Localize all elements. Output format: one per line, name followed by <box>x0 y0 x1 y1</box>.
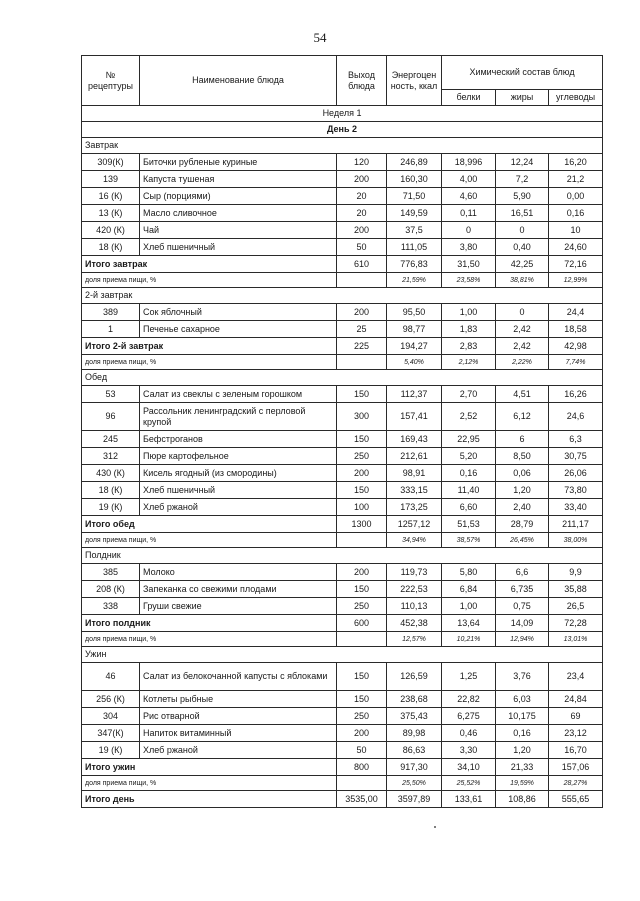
meal-share-carbs: 7,74% <box>549 355 603 370</box>
meal-total-fat: 28,79 <box>496 516 549 533</box>
page-number: 54 <box>313 30 327 45</box>
meal-total-fat: 42,25 <box>496 256 549 273</box>
meal-share-protein: 23,58% <box>442 273 496 288</box>
dish-carbs: 18,58 <box>549 321 603 338</box>
meal-total-yield: 225 <box>337 338 387 355</box>
meal-total-row <box>82 759 603 776</box>
section-title: Завтрак <box>82 138 603 154</box>
meal-total-fat: 14,09 <box>496 615 549 632</box>
meal-share-fat: 12,94% <box>496 632 549 647</box>
dish-yield: 150 <box>337 691 387 708</box>
dish-protein: 5,80 <box>442 564 496 581</box>
dish-fat: 6,6 <box>496 564 549 581</box>
dish-protein: 2,52 <box>442 403 496 431</box>
dish-protein: 4,00 <box>442 171 496 188</box>
dish-yield: 120 <box>337 154 387 171</box>
dish-energy: 238,68 <box>387 691 442 708</box>
meal-share-energy: 21,59% <box>387 273 442 288</box>
dish-name: Хлеб пшеничный <box>140 482 337 499</box>
recipe-code: 208 (К) <box>82 581 140 598</box>
meal-share-yield-empty <box>337 355 387 370</box>
meal-total-fat: 2,42 <box>496 338 549 355</box>
dish-energy: 95,50 <box>387 304 442 321</box>
recipe-code: 46 <box>82 663 140 691</box>
dish-row <box>82 304 603 321</box>
dish-fat: 6 <box>496 431 549 448</box>
recipe-code: 53 <box>82 386 140 403</box>
recipe-code: 18 (К) <box>82 239 140 256</box>
section-title-row <box>82 370 603 386</box>
recipe-code: 19 (К) <box>82 742 140 759</box>
dish-fat: 0,06 <box>496 465 549 482</box>
dish-fat: 6,12 <box>496 403 549 431</box>
recipe-code: 1 <box>82 321 140 338</box>
dish-row <box>82 222 603 239</box>
dish-fat: 8,50 <box>496 448 549 465</box>
dish-row <box>82 499 603 516</box>
meal-total-energy: 776,83 <box>387 256 442 273</box>
scan-speck <box>434 826 436 828</box>
dish-name: Биточки рубленые куриные <box>140 154 337 171</box>
recipe-code: 139 <box>82 171 140 188</box>
recipe-code: 338 <box>82 598 140 615</box>
recipe-code: 13 (К) <box>82 205 140 222</box>
dish-row <box>82 205 603 222</box>
dish-yield: 150 <box>337 386 387 403</box>
dish-row <box>82 663 603 691</box>
dish-row <box>82 188 603 205</box>
dish-energy: 160,30 <box>387 171 442 188</box>
dish-name: Рассольник ленинградский с перловой крупой <box>140 403 337 431</box>
header-chem: Химический состав блюд <box>442 56 603 90</box>
meal-share-protein: 25,52% <box>442 776 496 791</box>
dish-energy: 173,25 <box>387 499 442 516</box>
meal-total-energy: 194,27 <box>387 338 442 355</box>
dish-row <box>82 598 603 615</box>
meal-total-energy: 1257,12 <box>387 516 442 533</box>
dish-carbs: 73,80 <box>549 482 603 499</box>
meal-total-carbs: 157,06 <box>549 759 603 776</box>
recipe-code: 385 <box>82 564 140 581</box>
meal-total-energy: 917,30 <box>387 759 442 776</box>
dish-energy: 89,98 <box>387 725 442 742</box>
day-total-label: Итого день <box>82 791 337 808</box>
meal-share-energy: 12,57% <box>387 632 442 647</box>
meal-share-label: доля приема пищи, % <box>82 355 337 370</box>
dish-fat: 6,03 <box>496 691 549 708</box>
dish-row <box>82 431 603 448</box>
dish-energy: 157,41 <box>387 403 442 431</box>
meal-share-protein: 10,21% <box>442 632 496 647</box>
dish-protein: 1,25 <box>442 663 496 691</box>
recipe-code: 389 <box>82 304 140 321</box>
dish-yield: 300 <box>337 403 387 431</box>
header-carbs: углеводы <box>549 90 603 106</box>
dish-carbs: 35,88 <box>549 581 603 598</box>
dish-yield: 20 <box>337 188 387 205</box>
meal-share-label: доля приема пищи, % <box>82 776 337 791</box>
meal-share-yield-empty <box>337 776 387 791</box>
dish-yield: 200 <box>337 465 387 482</box>
meal-share-carbs: 38,00% <box>549 533 603 548</box>
dish-carbs: 30,75 <box>549 448 603 465</box>
dish-name: Бефстроганов <box>140 431 337 448</box>
dish-carbs: 16,70 <box>549 742 603 759</box>
header-yield: Выход блюда <box>337 56 387 106</box>
dish-fat: 0 <box>496 304 549 321</box>
recipe-code: 245 <box>82 431 140 448</box>
dish-name: Сыр (порциями) <box>140 188 337 205</box>
dish-name: Молоко <box>140 564 337 581</box>
dish-yield: 100 <box>337 499 387 516</box>
day-total-carbs: 555,65 <box>549 791 603 808</box>
meal-total-protein: 2,83 <box>442 338 496 355</box>
meal-total-label: Итого полдник <box>82 615 337 632</box>
dish-energy: 98,91 <box>387 465 442 482</box>
dish-row <box>82 403 603 431</box>
dish-name: Салат из свеклы с зеленым горошком <box>140 386 337 403</box>
section-title: Полдник <box>82 548 603 564</box>
dish-name: Котлеты рыбные <box>140 691 337 708</box>
dish-carbs: 16,26 <box>549 386 603 403</box>
dish-yield: 250 <box>337 598 387 615</box>
meal-total-fat: 21,33 <box>496 759 549 776</box>
dish-name: Хлеб пшеничный <box>140 239 337 256</box>
week-label: Неделя 1 <box>82 106 603 122</box>
dish-fat: 1,20 <box>496 742 549 759</box>
meal-total-row <box>82 615 603 632</box>
dish-yield: 150 <box>337 581 387 598</box>
dish-fat: 2,42 <box>496 321 549 338</box>
dish-yield: 200 <box>337 171 387 188</box>
dish-protein: 6,275 <box>442 708 496 725</box>
dish-yield: 200 <box>337 564 387 581</box>
dish-energy: 71,50 <box>387 188 442 205</box>
dish-carbs: 6,3 <box>549 431 603 448</box>
meal-total-label: Итого 2-й завтрак <box>82 338 337 355</box>
dish-row <box>82 725 603 742</box>
dish-protein: 0,46 <box>442 725 496 742</box>
meal-total-row <box>82 516 603 533</box>
meal-share-row <box>82 533 603 548</box>
recipe-code: 420 (К) <box>82 222 140 239</box>
section-title: 2-й завтрак <box>82 288 603 304</box>
meal-share-carbs: 12,99% <box>549 273 603 288</box>
dish-name: Кисель ягодный (из смородины) <box>140 465 337 482</box>
dish-name: Печенье сахарное <box>140 321 337 338</box>
dish-carbs: 24,84 <box>549 691 603 708</box>
meal-share-yield-empty <box>337 632 387 647</box>
meal-share-row <box>82 632 603 647</box>
meal-share-fat: 2,22% <box>496 355 549 370</box>
header-code: № рецептуры <box>82 56 140 106</box>
dish-row <box>82 239 603 256</box>
dish-fat: 10,175 <box>496 708 549 725</box>
dish-energy: 222,53 <box>387 581 442 598</box>
dish-name: Масло сливочное <box>140 205 337 222</box>
header-protein: белки <box>442 90 496 106</box>
meal-total-protein: 34,10 <box>442 759 496 776</box>
dish-row <box>82 448 603 465</box>
dish-carbs: 24,60 <box>549 239 603 256</box>
dish-protein: 4,60 <box>442 188 496 205</box>
day-total-row <box>82 791 603 808</box>
dish-protein: 0,16 <box>442 465 496 482</box>
dish-yield: 20 <box>337 205 387 222</box>
recipe-code: 347(К) <box>82 725 140 742</box>
meal-share-label: доля приема пищи, % <box>82 533 337 548</box>
meal-share-fat: 19,59% <box>496 776 549 791</box>
meal-total-yield: 1300 <box>337 516 387 533</box>
meal-total-carbs: 42,98 <box>549 338 603 355</box>
dish-row <box>82 321 603 338</box>
dish-yield: 200 <box>337 304 387 321</box>
header-row <box>82 56 603 90</box>
dish-protein: 1,83 <box>442 321 496 338</box>
dish-name: Груши свежие <box>140 598 337 615</box>
meal-share-carbs: 13,01% <box>549 632 603 647</box>
dish-fat: 6,735 <box>496 581 549 598</box>
dish-fat: 0,75 <box>496 598 549 615</box>
dish-protein: 3,30 <box>442 742 496 759</box>
dish-yield: 25 <box>337 321 387 338</box>
dish-yield: 50 <box>337 742 387 759</box>
recipe-code: 19 (К) <box>82 499 140 516</box>
dish-fat: 4,51 <box>496 386 549 403</box>
dish-row <box>82 154 603 171</box>
dish-energy: 169,43 <box>387 431 442 448</box>
meal-share-protein: 2,12% <box>442 355 496 370</box>
dish-protein: 1,00 <box>442 598 496 615</box>
day-total-fat: 108,86 <box>496 791 549 808</box>
dish-yield: 50 <box>337 239 387 256</box>
meal-share-label: доля приема пищи, % <box>82 632 337 647</box>
week-row <box>82 106 603 122</box>
meal-total-label: Итого обед <box>82 516 337 533</box>
meal-total-protein: 31,50 <box>442 256 496 273</box>
dish-name: Пюре картофельное <box>140 448 337 465</box>
dish-protein: 6,60 <box>442 499 496 516</box>
meal-total-label: Итого завтрак <box>82 256 337 273</box>
meal-share-yield-empty <box>337 273 387 288</box>
dish-yield: 150 <box>337 431 387 448</box>
dish-protein: 0,11 <box>442 205 496 222</box>
dish-energy: 111,05 <box>387 239 442 256</box>
meal-total-protein: 51,53 <box>442 516 496 533</box>
dish-protein: 0 <box>442 222 496 239</box>
dish-row <box>82 564 603 581</box>
day-total-protein: 133,61 <box>442 791 496 808</box>
dish-energy: 119,73 <box>387 564 442 581</box>
meal-share-row <box>82 776 603 791</box>
dish-carbs: 10 <box>549 222 603 239</box>
dish-energy: 212,61 <box>387 448 442 465</box>
recipe-code: 18 (К) <box>82 482 140 499</box>
dish-fat: 5,90 <box>496 188 549 205</box>
meal-total-energy: 452,38 <box>387 615 442 632</box>
recipe-code: 96 <box>82 403 140 431</box>
dish-name: Сок яблочный <box>140 304 337 321</box>
dish-carbs: 16,20 <box>549 154 603 171</box>
meal-total-label: Итого ужин <box>82 759 337 776</box>
dish-fat: 16,51 <box>496 205 549 222</box>
recipe-code: 309(К) <box>82 154 140 171</box>
dish-carbs: 0,16 <box>549 205 603 222</box>
dish-energy: 110,13 <box>387 598 442 615</box>
section-title: Обед <box>82 370 603 386</box>
recipe-code: 430 (К) <box>82 465 140 482</box>
dish-row <box>82 386 603 403</box>
dish-fat: 3,76 <box>496 663 549 691</box>
meal-share-fat: 38,81% <box>496 273 549 288</box>
dish-protein: 2,70 <box>442 386 496 403</box>
dish-fat: 7,2 <box>496 171 549 188</box>
meal-total-protein: 13,64 <box>442 615 496 632</box>
dish-protein: 11,40 <box>442 482 496 499</box>
dish-carbs: 21,2 <box>549 171 603 188</box>
dish-yield: 200 <box>337 725 387 742</box>
dish-yield: 150 <box>337 663 387 691</box>
menu-table-body <box>82 56 603 808</box>
dish-fat: 12,24 <box>496 154 549 171</box>
meal-total-carbs: 72,16 <box>549 256 603 273</box>
meal-share-row <box>82 355 603 370</box>
dish-name: Салат из белокочанной капусты с яблоками <box>140 663 337 691</box>
dish-carbs: 26,06 <box>549 465 603 482</box>
dish-carbs: 26,5 <box>549 598 603 615</box>
day-label: День 2 <box>82 122 603 138</box>
dish-energy: 333,15 <box>387 482 442 499</box>
meal-share-energy: 34,94% <box>387 533 442 548</box>
dish-energy: 37,5 <box>387 222 442 239</box>
recipe-code: 312 <box>82 448 140 465</box>
meal-share-energy: 5,40% <box>387 355 442 370</box>
dish-row <box>82 691 603 708</box>
dish-row <box>82 742 603 759</box>
dish-name: Рис отварной <box>140 708 337 725</box>
meal-total-row <box>82 338 603 355</box>
recipe-code: 256 (К) <box>82 691 140 708</box>
dish-protein: 3,80 <box>442 239 496 256</box>
meal-share-energy: 25,50% <box>387 776 442 791</box>
header-energy: Энергоценность, ккал <box>387 56 442 106</box>
dish-carbs: 24,6 <box>549 403 603 431</box>
dish-row <box>82 465 603 482</box>
header-fat: жиры <box>496 90 549 106</box>
dish-yield: 150 <box>337 482 387 499</box>
dish-row <box>82 482 603 499</box>
dish-energy: 112,37 <box>387 386 442 403</box>
meal-total-carbs: 211,17 <box>549 516 603 533</box>
dish-name: Хлеб ржаной <box>140 499 337 516</box>
dish-name: Капуста тушеная <box>140 171 337 188</box>
dish-row <box>82 708 603 725</box>
recipe-code: 304 <box>82 708 140 725</box>
dish-energy: 149,59 <box>387 205 442 222</box>
dish-protein: 1,00 <box>442 304 496 321</box>
dish-carbs: 24,4 <box>549 304 603 321</box>
meal-share-protein: 38,57% <box>442 533 496 548</box>
dish-energy: 246,89 <box>387 154 442 171</box>
dish-row <box>82 171 603 188</box>
meal-share-row <box>82 273 603 288</box>
dish-energy: 86,63 <box>387 742 442 759</box>
meal-total-row <box>82 256 603 273</box>
meal-share-carbs: 28,27% <box>549 776 603 791</box>
dish-energy: 126,59 <box>387 663 442 691</box>
section-title-row <box>82 548 603 564</box>
menu-table <box>81 55 603 808</box>
dish-protein: 6,84 <box>442 581 496 598</box>
meal-share-yield-empty <box>337 533 387 548</box>
dish-carbs: 23,4 <box>549 663 603 691</box>
section-title-row <box>82 288 603 304</box>
dish-protein: 22,95 <box>442 431 496 448</box>
meal-share-fat: 26,45% <box>496 533 549 548</box>
meal-total-yield: 800 <box>337 759 387 776</box>
section-title-row <box>82 138 603 154</box>
section-title-row <box>82 647 603 663</box>
dish-carbs: 23,12 <box>549 725 603 742</box>
section-title: Ужин <box>82 647 603 663</box>
header-name: Наименование блюда <box>140 56 337 106</box>
meal-total-carbs: 72,28 <box>549 615 603 632</box>
dish-protein: 18,996 <box>442 154 496 171</box>
dish-name: Хлеб ржаной <box>140 742 337 759</box>
day-row <box>82 122 603 138</box>
dish-protein: 5,20 <box>442 448 496 465</box>
dish-fat: 1,20 <box>496 482 549 499</box>
dish-fat: 0,16 <box>496 725 549 742</box>
dish-energy: 98,77 <box>387 321 442 338</box>
dish-carbs: 69 <box>549 708 603 725</box>
dish-carbs: 0,00 <box>549 188 603 205</box>
dish-yield: 250 <box>337 448 387 465</box>
dish-yield: 250 <box>337 708 387 725</box>
dish-yield: 200 <box>337 222 387 239</box>
dish-fat: 2,40 <box>496 499 549 516</box>
meal-total-yield: 600 <box>337 615 387 632</box>
dish-name: Чай <box>140 222 337 239</box>
dish-name: Напиток витаминный <box>140 725 337 742</box>
dish-energy: 375,43 <box>387 708 442 725</box>
meal-total-yield: 610 <box>337 256 387 273</box>
day-total-energy: 3597,89 <box>387 791 442 808</box>
dish-fat: 0 <box>496 222 549 239</box>
dish-name: Запеканка со свежими плодами <box>140 581 337 598</box>
dish-row <box>82 581 603 598</box>
dish-fat: 0,40 <box>496 239 549 256</box>
dish-carbs: 33,40 <box>549 499 603 516</box>
meal-share-label: доля приема пищи, % <box>82 273 337 288</box>
dish-carbs: 9,9 <box>549 564 603 581</box>
dish-protein: 22,82 <box>442 691 496 708</box>
day-total-yield: 3535,00 <box>337 791 387 808</box>
recipe-code: 16 (К) <box>82 188 140 205</box>
